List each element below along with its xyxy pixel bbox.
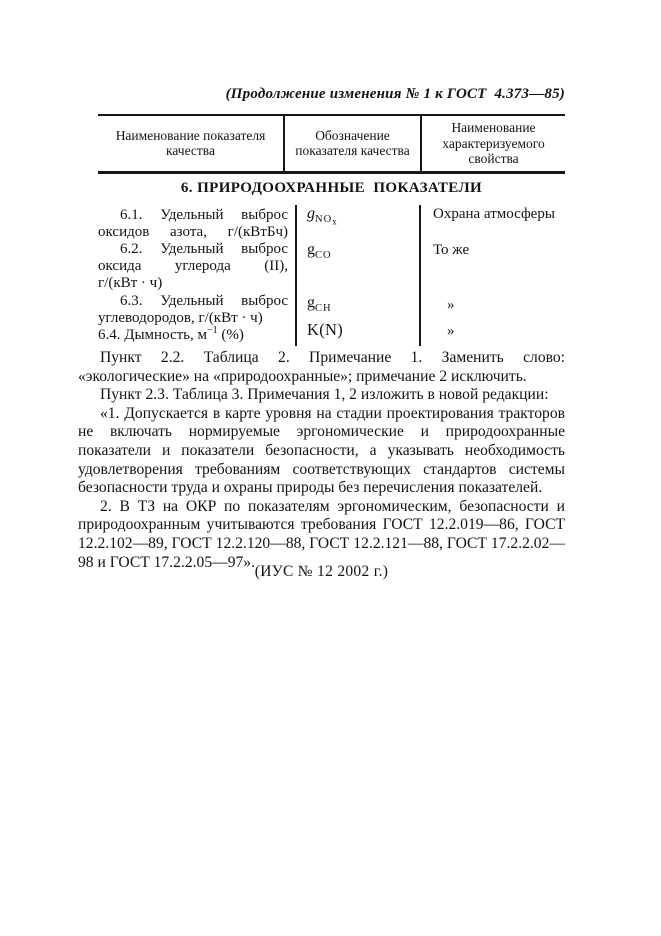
subscript-text: CH	[315, 302, 332, 314]
paragraph-note-1: «1. Допускается в карте уровня на стадии проектирования тракторов не включать нормируемые эргономические и природоохранные показатели и показатели безопасности, а указывать необходимость удовлетворения требованиям соответствующих стандартов системы безопасности труда и охраны природы без перечисления показателей.	[78, 404, 565, 497]
symbol-g-ch	[307, 294, 332, 314]
symbol-base: g	[307, 293, 315, 311]
amendment-paragraphs	[78, 349, 565, 572]
row-6-3-name-line: 6.3. Удельный выброс	[120, 292, 288, 309]
symbol-g-co	[307, 241, 332, 261]
column-designations	[297, 205, 421, 346]
symbol-base: g	[307, 204, 315, 222]
property-ditto-mark: »	[447, 322, 455, 339]
property-value: То же	[433, 241, 470, 258]
column-header-indicator-name: Наименование показателя качества	[98, 116, 285, 171]
document-continuation-caption: (Продолжение изменения № 1 к ГОСТ 4.373—85)	[225, 86, 565, 102]
paragraph-punkt-2-2: Пункт 2.2. Таблица 2. Примечание 1. Заменить слово: «экологические» на «природоохранные»; примечание 2 исключить.	[78, 349, 565, 385]
subscript-text: NO	[315, 213, 333, 225]
symbol-base: g	[307, 240, 315, 258]
symbol-subscript	[315, 214, 337, 225]
subscript-text: CO	[315, 249, 332, 261]
row-6-4-name-line	[98, 324, 288, 344]
table-body	[98, 205, 565, 346]
superscript-minus-one: −1	[207, 324, 218, 336]
row-6-4-name-suffix: (%)	[217, 326, 244, 343]
column-header-indicator-designation: Обозначение показателя качества	[285, 116, 422, 171]
paragraph-punkt-2-3: Пункт 2.3. Таблица 3. Примечания 1, 2 изложить в новой редакции:	[100, 386, 549, 404]
row-6-2-name-line: г/(кВт · ч)	[98, 275, 163, 292]
subsubscript-text: x	[332, 216, 337, 226]
row-6-4-name-prefix: 6.4. Дымность, м	[98, 326, 207, 343]
column-properties	[421, 205, 563, 346]
ius-publication-note: (ИУС № 12 2002 г.)	[254, 563, 389, 580]
property-ditto-mark: »	[447, 296, 455, 313]
row-6-1-name-line: оксидов азота, г/(кВтБч)	[98, 223, 288, 240]
symbol-g-nox	[307, 205, 337, 227]
row-6-3-name-line: углеводородов, г/(кВт · ч)	[98, 309, 263, 326]
quality-indicators-table	[98, 114, 565, 346]
property-value: Охрана атмосферы	[433, 205, 555, 222]
symbol-k-n: K(N)	[307, 319, 344, 339]
paragraph-note-2: 2. В ТЗ на ОКР по показателям эргономическим, безопасности и природоохранным учитываются требования ГОСТ 12.2.019—86, ГОСТ 12.2.102—89, ГОСТ 12.2.120—88, ГОСТ 12.2.121—88, ГОСТ 17.2.2.02—98 и ГОСТ 17.2.2.05—97».	[78, 497, 565, 571]
table-header-row	[98, 114, 565, 174]
row-6-1-name-line: 6.1. Удельный выброс	[120, 206, 288, 223]
column-indicator-names	[98, 205, 297, 346]
column-header-property-name: Наименование характеризуемого свойства	[442, 120, 545, 166]
row-6-2-name-line: 6.2. Удельный выброс	[120, 240, 288, 257]
section-title: 6. ПРИРОДООХРАННЫЕ ПОКАЗАТЕЛИ	[180, 179, 483, 196]
row-6-2-name-line: оксида углерода (II),	[98, 258, 288, 275]
